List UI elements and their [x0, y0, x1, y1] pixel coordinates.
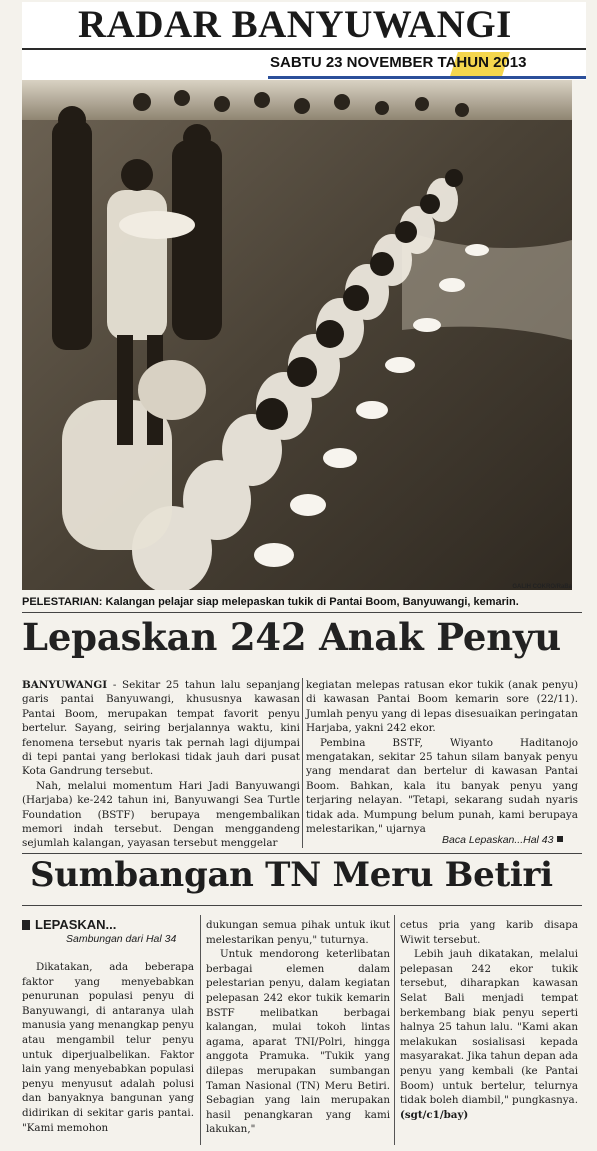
story2-col2-paragraph-1: dukungan semua pihak untuk ikut melestarikan penyu," tuturnya.	[206, 919, 390, 946]
story-separator-top	[22, 853, 582, 854]
caption-rule	[22, 612, 582, 613]
story1-column-2	[306, 678, 578, 836]
story2-col3-paragraph-2: Lebih jauh dikatakan, melalui pelepasan 242 ekor tukik tersebut, diharapkan kawasan Selat Bali menjadi tempat berkembang biak penyu seperti halnya 25 tahun lalu. "Kami akan melakukan sosialisasi kepada masyarakat. Jika tahun depan ada penyu yang kembali (ke Pantai Boom) untuk bertelur, telurnya tidak boleh diambil," pungkasnya.	[400, 948, 578, 1107]
continued-text: Baca Lepaskan...Hal 43	[442, 834, 554, 846]
story1-column-1	[22, 678, 300, 851]
story1-headline: Lepaskan 242 Anak Penyu	[22, 615, 561, 659]
column-divider-2	[200, 915, 201, 1145]
story2-column-2	[206, 918, 390, 1137]
story2-column-3	[400, 918, 578, 1122]
photo-credit: GALIH COKRO/RaBa	[512, 584, 572, 590]
photo-illustration	[22, 80, 572, 590]
story1-col2-paragraph-2: Pembina BSTF, Wiyanto Haditanojo mengatakan, sekitar 25 tahun silam banyak penyu yang mendarat dan bertelur di kawasan Pantai Boom. Bahkan, kala itu banyak penyu yang terjaring nelayan. "Tetapi, sekarang sudah nyaris tidak ada. Mumpung belum punah, kami berupaya melestarikan," ujarnya	[306, 736, 578, 836]
jump-title	[22, 917, 192, 932]
newspaper-name: RADAR BANYUWANGI	[78, 3, 512, 46]
author-signature: (sgt/c1/bay)	[400, 1108, 469, 1121]
jump-subtitle: Sambungan dari Hal 34	[66, 933, 177, 945]
story2-col2-paragraph-2: Untuk mendorong keterlibatan berbagai elemen dalam pelestarian penyu, dalam kegiatan pelepasan 242 ekor tukik kemarin BSTF melibatkan berbagai kalangan, mulai tokoh lintas agama, aparat TNI/Polri, hingga anggota Pramuka. "Tukik yang dilepas merupakan sumbangan Taman Nasional (TN) Meru Betiri. Sebagian yang lain merupakan hasil penangkaran yang kami lakukan,"	[206, 948, 390, 1136]
story2-col1-paragraph-1: Dikatakan, ada beberapa faktor yang menyebabkan penurunan populasi penyu di Banyuwangi, di antaranya ulah manusia yang menangkap penyu atau mengambil telur penyu untuk diperjualbelikan. Faktor lain yang menyebabkan populasi penyu menyusut adalah polusi dan banyaknya bangunan yang didirikan di sekitar garis pantai. "Kami memohon	[22, 961, 194, 1134]
photo-caption: PELESTARIAN: Kalangan pelajar siap melepaskan tukik di Pantai Boom, Banyuwangi, kemarin.	[22, 596, 519, 608]
dateline: BANYUWANGI	[22, 679, 108, 691]
story2-headline: Sumbangan TN Meru Betiri	[30, 855, 553, 895]
story2-col3-paragraph-1: cetus pria yang karib disapa Wiwit tersebut.	[400, 919, 578, 946]
story1-col1-paragraph-2: Nah, melalui momentum Hari Jadi Banyuwangi (Harjaba) ke-242 tahun ini, Banyuwangi Sea Turtle Foundation (BSTF) berupaya mengembalikan memori indah tersebut. Dengan menggandeng sejumlah kalangan, yayasan tersebut menggelar	[22, 779, 300, 850]
column-divider	[302, 678, 303, 848]
story1-col1-p1-text: - Sekitar 25 tahun lalu sepanjang garis pantai Banyuwangi, khususnya kawasan Pantai Boom, merupakan tempat favorit penyu bertelur. Sayang, seiring berjalannya waktu, kini fenomena tersebut nyaris tak pernah lagi dijumpai di tepi pantai yang berlokasi tidak jauh dari pusat Kota Gandrung tersebut.	[22, 679, 300, 778]
news-photo	[22, 80, 572, 590]
issue-date: SABTU 23 NOVEMBER TAHUN 2013	[270, 54, 527, 71]
continued-note	[442, 834, 578, 846]
story1-col2-paragraph-1: kegiatan melepas ratusan ekor tukik (anak penyu) di kawasan Pantai Boom kemarin sore (22/11). Jumlah penyu yang di lepas disesuaikan peringatan Harjaba, yakni 242 ekor.	[306, 679, 578, 735]
story1-col1-paragraph-1	[22, 678, 300, 779]
masthead-rule	[22, 48, 586, 50]
jump-title-text: LEPASKAN...	[35, 917, 117, 932]
end-square-icon	[557, 836, 563, 842]
column-divider-3	[394, 915, 395, 1145]
bullet-block-icon	[22, 920, 30, 930]
story-separator-bottom	[22, 905, 582, 906]
masthead	[22, 2, 586, 80]
story2-column-1	[22, 960, 194, 1135]
date-bar	[268, 52, 586, 79]
